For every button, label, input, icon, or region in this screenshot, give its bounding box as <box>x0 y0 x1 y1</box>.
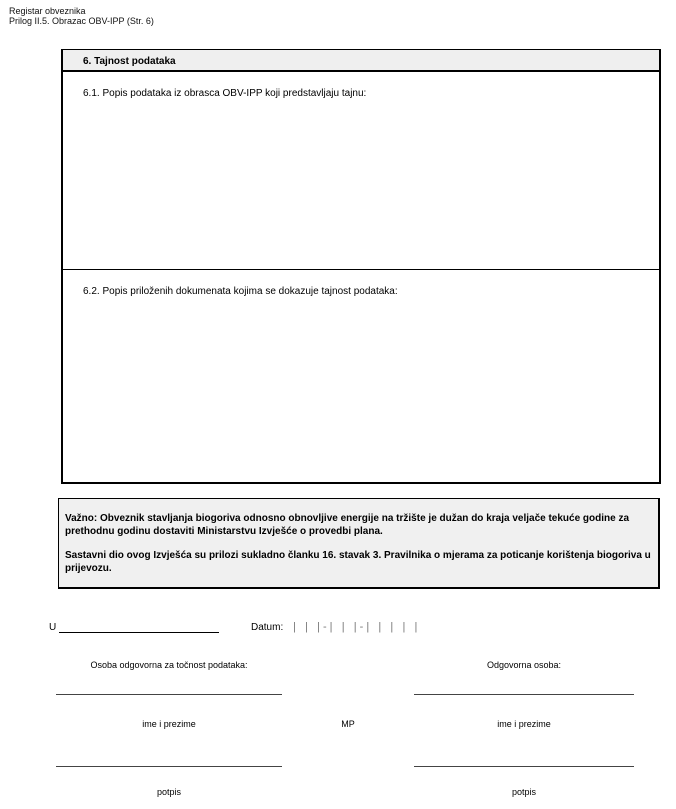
note-paragraph-1: Važno: Obveznik stavljanja biogoriva odnosno obnovljive energije na tržište je dužan do kraja veljače tekuće godine za prethodnu godinu dostaviti Ministarstvu Izvješće o provedbi plana. <box>65 513 630 537</box>
supporting-documents-label: 6.2. Popis priloženih dokumenata kojima se dokazuje tajnost podataka: <box>83 286 398 297</box>
left-name-field[interactable] <box>56 694 282 695</box>
left-name-label: ime i prezime <box>142 719 196 729</box>
confidential-data-label: 6.1. Popis podataka iz obrasca OBV-IPP koji predstavljaju tajnu: <box>83 88 367 99</box>
left-signature-label: potpis <box>156 787 182 797</box>
document-header <box>9 6 154 26</box>
header-form-ref: Prilog II.5. Obrazac OBV-IPP (Str. 6) <box>9 16 154 26</box>
place-field[interactable] <box>59 632 219 633</box>
confidential-data-field[interactable] <box>63 72 659 270</box>
place-label: U <box>49 622 57 633</box>
right-signature-field[interactable] <box>414 766 634 767</box>
left-signature-field[interactable] <box>56 766 282 767</box>
right-signature-label: potpis <box>511 787 537 797</box>
stamp-label: MP <box>341 719 355 729</box>
date-field[interactable]: | | | - | | | - | | | | | <box>293 621 418 633</box>
section-title: 6. Tajnost podataka <box>63 50 659 72</box>
date-label: Datum: <box>251 622 284 633</box>
header-registry: Registar obveznika <box>9 6 86 16</box>
supporting-documents-field[interactable] <box>63 270 659 481</box>
right-name-label: ime i prezime <box>497 719 551 729</box>
right-signer-title: Odgovorna osoba: <box>486 660 562 670</box>
left-signer-title: Osoba odgovorna za točnost podataka: <box>90 660 248 670</box>
note-paragraph-2: Sastavni dio ovog Izvješća su prilozi sukladno članku 16. stavak 3. Pravilnika o mjerama za poticanje korištenja biogoriva u prijevozu. <box>65 550 651 574</box>
important-note <box>58 498 660 589</box>
confidentiality-section <box>61 49 661 484</box>
right-name-field[interactable] <box>414 694 634 695</box>
